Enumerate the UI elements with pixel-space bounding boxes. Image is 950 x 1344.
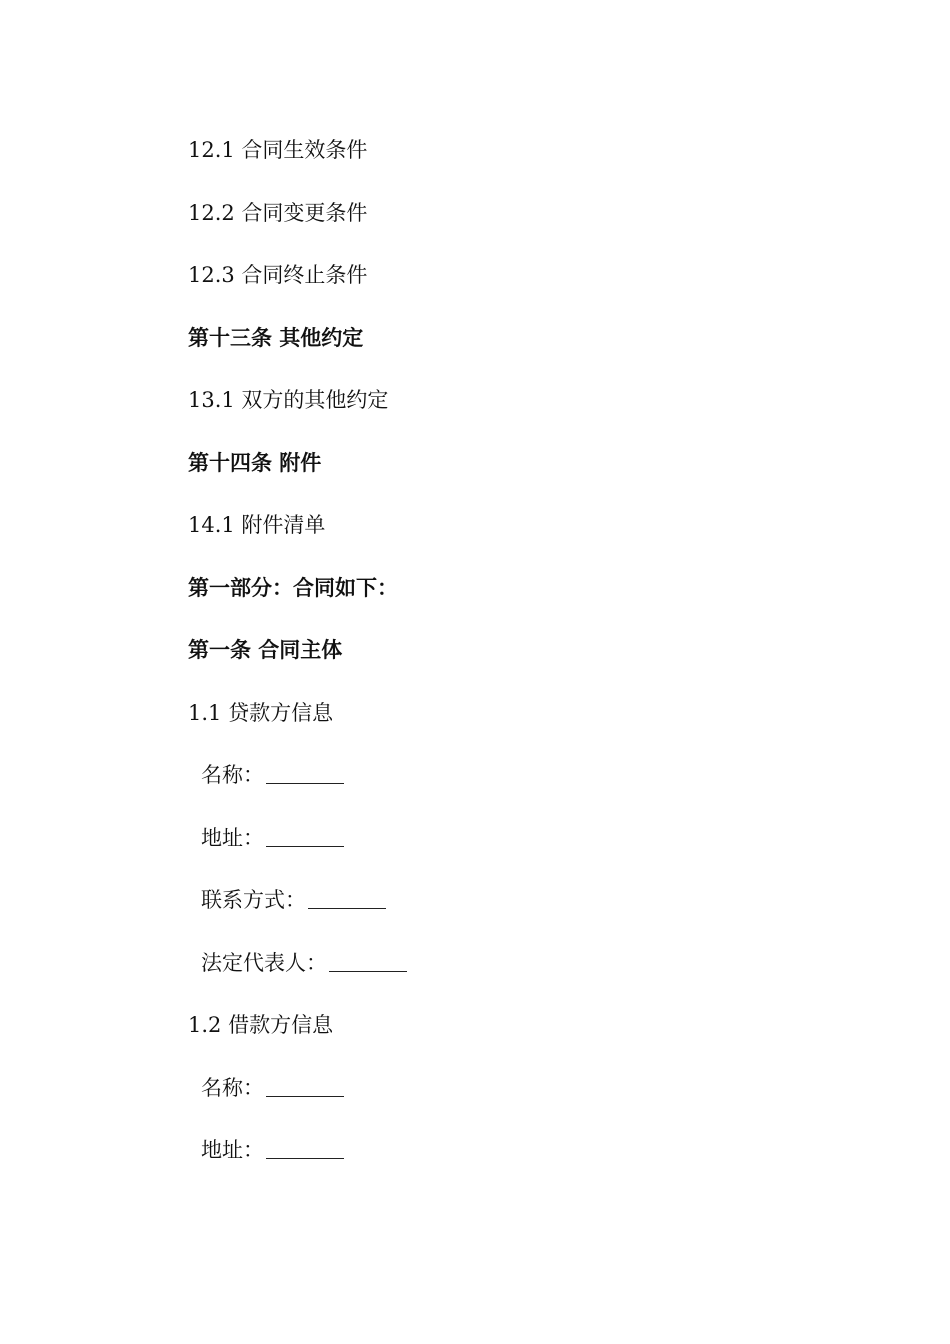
article-13-heading: 第十三条 其他约定 — [188, 326, 364, 350]
lender-legal-rep-field — [201, 950, 407, 976]
clause-12-2: 12.2 合同变更条件 — [188, 201, 368, 225]
clause-1-1: 1.1 贷款方信息 — [188, 701, 334, 725]
field-label: 联系方式： — [201, 888, 306, 912]
field-label: 名称： — [201, 1076, 264, 1100]
field-label: 名称： — [201, 763, 264, 787]
field-label: 法定代表人： — [201, 951, 327, 975]
fill-in-blank — [329, 970, 407, 972]
field-label: 地址： — [201, 1138, 264, 1162]
clause-12-1: 12.1 合同生效条件 — [188, 138, 368, 162]
lender-address-field — [201, 825, 344, 851]
clause-1-2: 1.2 借款方信息 — [188, 1013, 334, 1037]
clause-13-1: 13.1 双方的其他约定 — [188, 388, 389, 412]
lender-contact-field — [201, 887, 386, 913]
article-1-heading: 第一条 合同主体 — [188, 638, 343, 662]
article-14-heading: 第十四条 附件 — [188, 451, 322, 475]
fill-in-blank — [266, 845, 344, 847]
borrower-name-field — [201, 1075, 344, 1101]
part-one-heading: 第一部分：合同如下： — [188, 576, 398, 600]
fill-in-blank — [266, 782, 344, 784]
clause-14-1: 14.1 附件清单 — [188, 513, 326, 537]
fill-in-blank — [266, 1157, 344, 1159]
clause-12-3: 12.3 合同终止条件 — [188, 263, 368, 287]
field-label: 地址： — [201, 826, 264, 850]
borrower-address-field — [201, 1137, 344, 1163]
lender-name-field — [201, 762, 344, 788]
fill-in-blank — [266, 1095, 344, 1097]
fill-in-blank — [308, 907, 386, 909]
